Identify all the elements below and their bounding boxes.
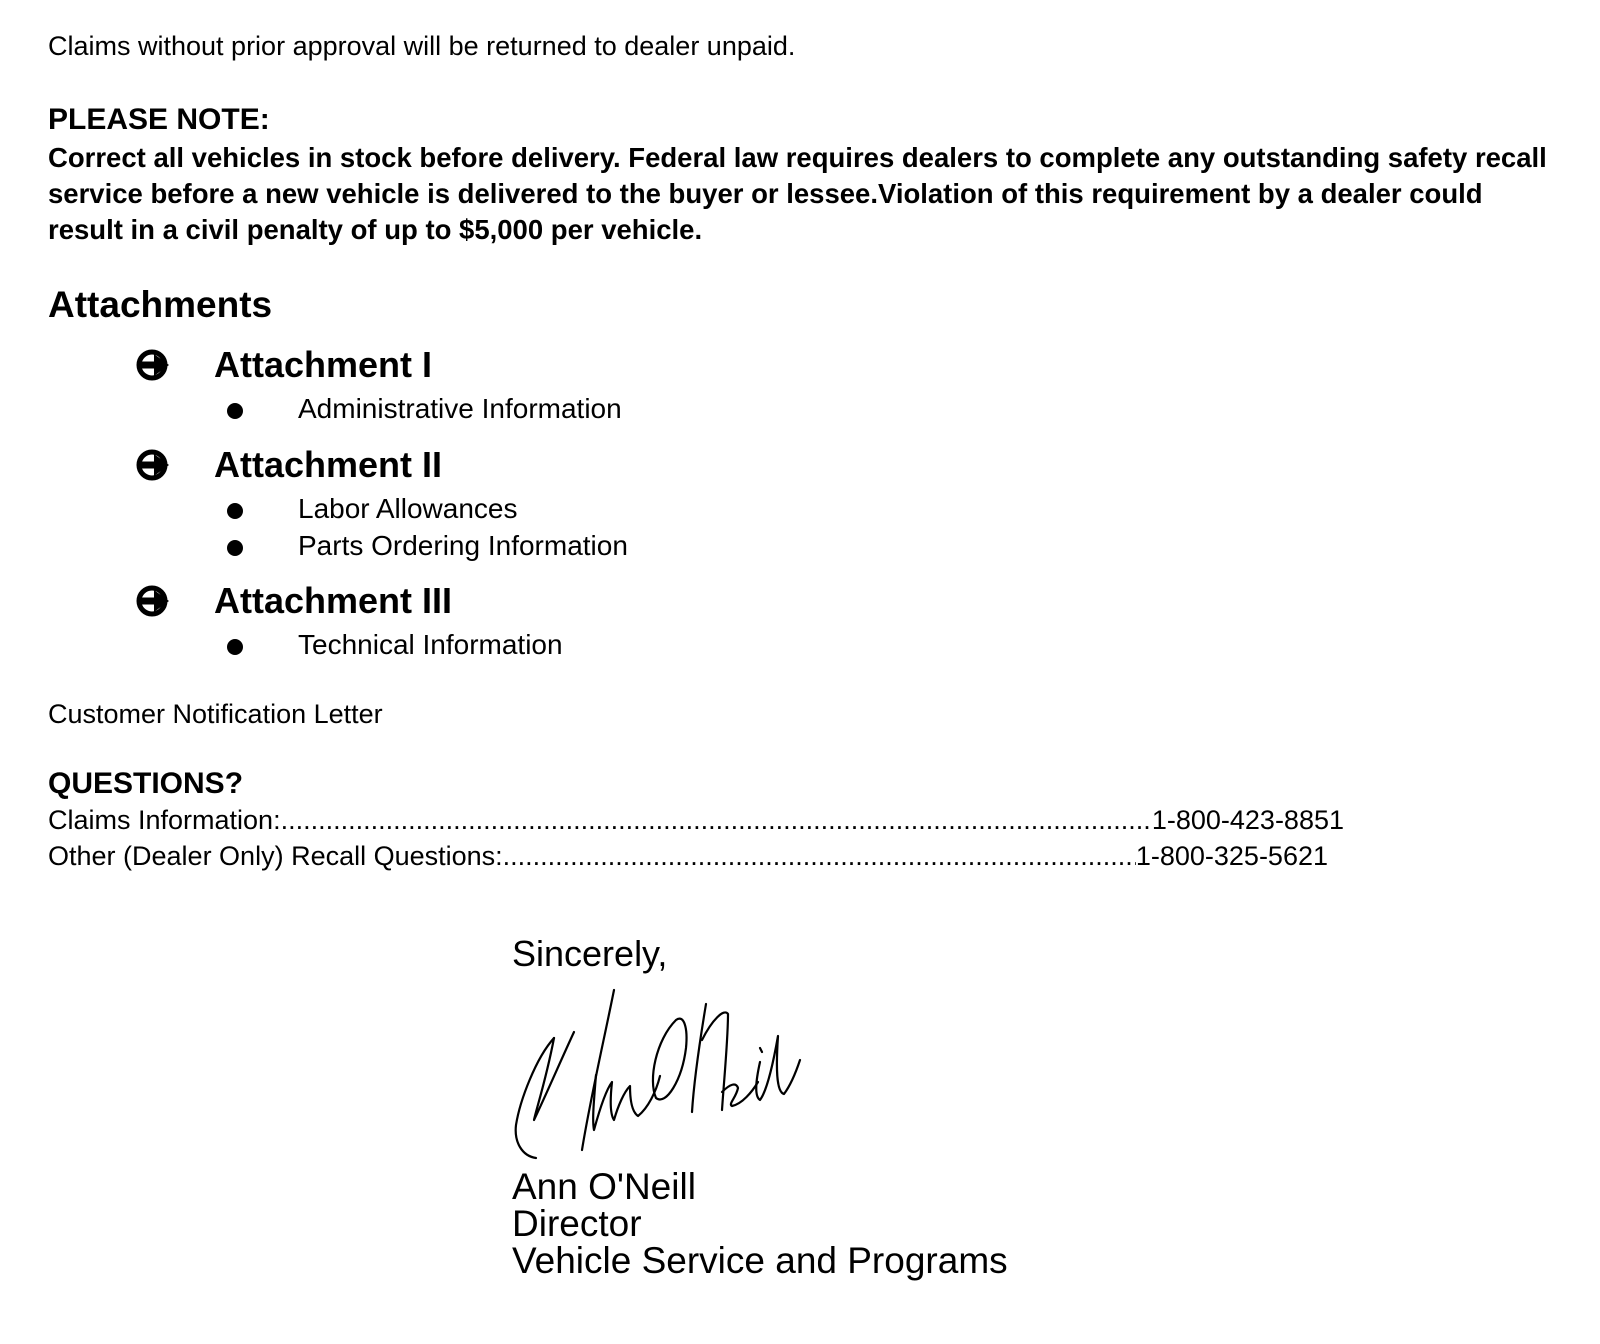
dot-leader	[281, 804, 1152, 836]
contact-row-recall	[48, 840, 1328, 872]
bullet-icon	[227, 403, 243, 419]
right-arrow-circle-icon	[136, 447, 172, 483]
signer-title: Director	[512, 1203, 642, 1244]
signer-department: Vehicle Service and Programs	[512, 1240, 1008, 1281]
signer-block	[512, 1168, 1008, 1279]
contact-phone: 1-800-423-8851	[1151, 805, 1344, 835]
bullet-icon	[227, 503, 243, 519]
attachments-heading: Attachments	[48, 284, 273, 325]
please-note-heading: PLEASE NOTE:	[48, 103, 270, 136]
closing-salutation: Sincerely,	[512, 933, 668, 974]
questions-heading: QUESTIONS?	[48, 767, 244, 800]
contact-label: Claims Information:	[48, 805, 281, 835]
bullet-icon	[227, 540, 243, 556]
intro-line: Claims without prior approval will be returned to dealer unpaid.	[48, 31, 796, 61]
contact-row-claims	[48, 804, 1344, 836]
attachment-title: Attachment II	[214, 444, 443, 485]
please-note-body: Correct all vehicles in stock before delivery. Federal law requires dealers to complete any outstanding safety recall service before a new vehicle is delivered to the buyer or lessee.Violation of this requirement by a dealer could result in a civil penalty of up to $5,000 per vehicle.	[48, 142, 1547, 245]
attachment-item-label: Administrative Information	[298, 393, 622, 424]
attachment-title: Attachment III	[214, 580, 453, 621]
attachment-item-label: Labor Allowances	[298, 493, 518, 524]
contact-label: Other (Dealer Only) Recall Questions:	[48, 841, 503, 871]
right-arrow-circle-icon	[136, 347, 172, 383]
attachment-title: Attachment I	[214, 344, 433, 385]
customer-notification-letter: Customer Notification Letter	[48, 699, 383, 729]
contact-phone: 1-800-325-5621	[1135, 841, 1328, 871]
attachment-item-label: Technical Information	[298, 629, 563, 660]
attachment-item-label: Parts Ordering Information	[298, 530, 628, 561]
signature-image	[506, 980, 806, 1170]
right-arrow-circle-icon	[136, 583, 172, 619]
signer-name: Ann O'Neill	[512, 1166, 696, 1207]
bullet-icon	[227, 639, 243, 655]
dot-leader	[503, 840, 1136, 872]
